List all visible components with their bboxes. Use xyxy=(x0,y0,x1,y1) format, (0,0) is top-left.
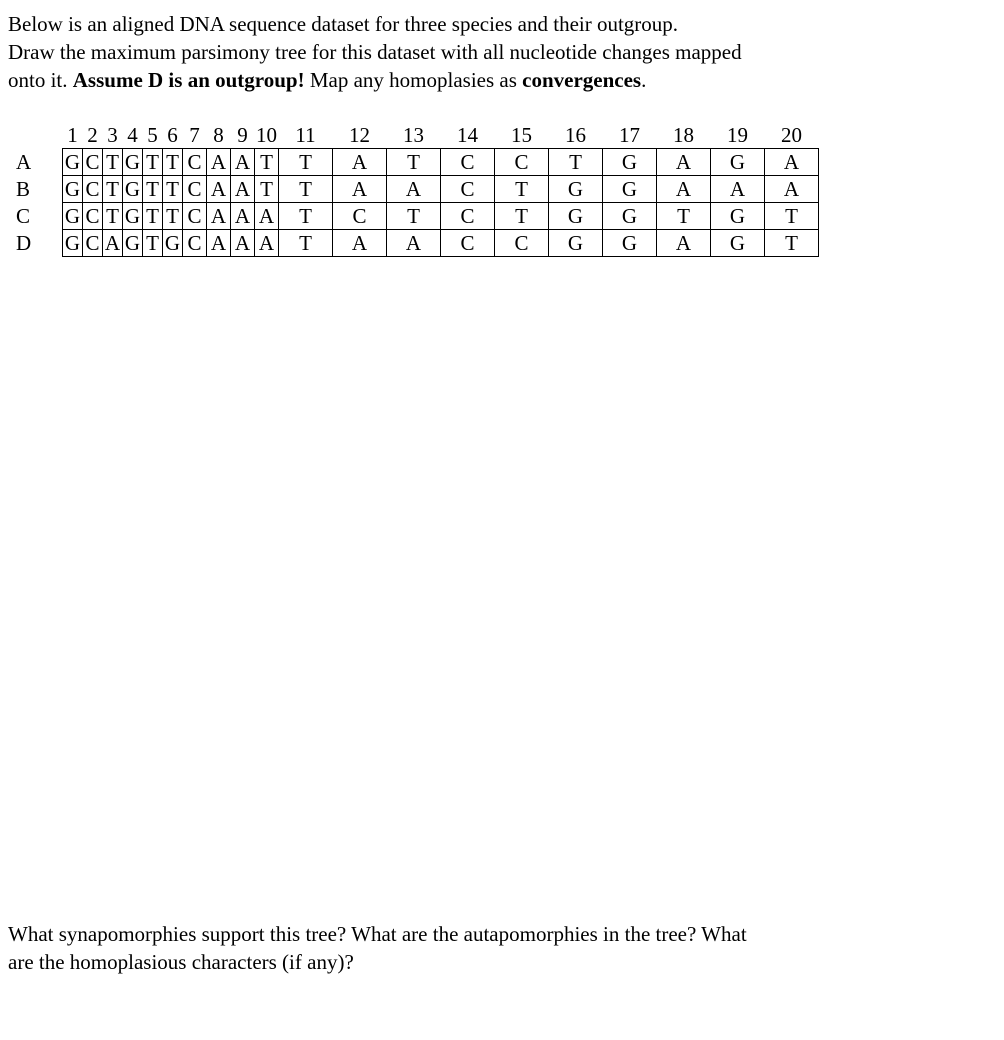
nucleotide-cell: C xyxy=(183,149,207,176)
instruction-text: Map any homoplasies as xyxy=(304,68,523,92)
question-line-1: What synapomorphies support this tree? What are the autapomorphies in the tree? What xyxy=(8,922,747,946)
nucleotide-cell: A xyxy=(333,176,387,203)
nucleotide-cell: A xyxy=(255,230,279,257)
nucleotide-cell: T xyxy=(163,203,183,230)
nucleotide-cell: A xyxy=(231,203,255,230)
nucleotide-cell: C xyxy=(441,230,495,257)
nucleotide-cell: G xyxy=(549,230,603,257)
position-number: 1 xyxy=(67,123,78,147)
nucleotide-cell: A xyxy=(765,176,819,203)
nucleotide-cell: A xyxy=(103,230,123,257)
nucleotide-cell: G xyxy=(603,176,657,203)
position-number: 4 xyxy=(127,123,138,147)
nucleotide-cell: T xyxy=(103,176,123,203)
nucleotide-cell: T xyxy=(143,203,163,230)
nucleotide-cell: C xyxy=(83,176,103,203)
nucleotide-cell: C xyxy=(495,149,549,176)
nucleotide-cell: G xyxy=(603,203,657,230)
species-label: B xyxy=(16,177,31,201)
position-header-row xyxy=(12,122,819,149)
nucleotide-cell: T xyxy=(143,176,163,203)
nucleotide-cell: C xyxy=(441,203,495,230)
nucleotide-cell: A xyxy=(255,203,279,230)
nucleotide-cell: C xyxy=(333,203,387,230)
nucleotide-cell: G xyxy=(711,230,765,257)
nucleotide-cell: C xyxy=(83,203,103,230)
nucleotide-cell: G xyxy=(549,176,603,203)
species-label: D xyxy=(16,231,32,255)
position-number: 9 xyxy=(237,123,248,147)
nucleotide-cell: T xyxy=(279,149,333,176)
nucleotide-cell: T xyxy=(279,203,333,230)
nucleotide-cell: T xyxy=(495,176,549,203)
nucleotide-cell: A xyxy=(711,176,765,203)
species-label: A xyxy=(16,150,32,174)
nucleotide-cell: T xyxy=(765,230,819,257)
instructions xyxy=(8,10,988,94)
nucleotide-cell: A xyxy=(333,149,387,176)
nucleotide-cell: T xyxy=(387,203,441,230)
nucleotide-cell: T xyxy=(255,176,279,203)
nucleotide-cell: A xyxy=(231,230,255,257)
nucleotide-cell: A xyxy=(657,230,711,257)
nucleotide-cell: G xyxy=(123,149,143,176)
position-number: 14 xyxy=(457,123,478,147)
nucleotide-cell: T xyxy=(143,149,163,176)
position-number: 16 xyxy=(565,123,586,147)
nucleotide-cell: T xyxy=(103,203,123,230)
nucleotide-cell: C xyxy=(183,203,207,230)
nucleotide-cell: T xyxy=(255,149,279,176)
species-row xyxy=(12,176,819,203)
nucleotide-cell: T xyxy=(765,203,819,230)
nucleotide-cell: T xyxy=(103,149,123,176)
nucleotide-cell: C xyxy=(441,176,495,203)
position-number: 17 xyxy=(619,123,640,147)
position-number: 18 xyxy=(673,123,694,147)
position-number: 2 xyxy=(87,123,98,147)
position-number: 19 xyxy=(727,123,748,147)
nucleotide-cell: G xyxy=(123,230,143,257)
header-corner xyxy=(12,122,63,149)
nucleotide-cell: G xyxy=(711,203,765,230)
position-number: 3 xyxy=(107,123,118,147)
instruction-line-1: Below is an aligned DNA sequence dataset for three species and their outgroup. xyxy=(8,12,679,36)
position-number: 10 xyxy=(256,123,277,147)
nucleotide-cell: G xyxy=(549,203,603,230)
nucleotide-cell: C xyxy=(183,176,207,203)
nucleotide-cell: T xyxy=(657,203,711,230)
instruction-line-2: Draw the maximum parsimony tree for this dataset with all nucleotide changes mapped xyxy=(8,40,742,64)
position-number: 7 xyxy=(189,123,200,147)
sequence-matrix xyxy=(12,122,819,257)
nucleotide-cell: A xyxy=(231,149,255,176)
nucleotide-cell: A xyxy=(765,149,819,176)
position-number: 13 xyxy=(403,123,424,147)
nucleotide-cell: G xyxy=(603,149,657,176)
species-row xyxy=(12,149,819,176)
nucleotide-cell: A xyxy=(207,203,231,230)
nucleotide-cell: C xyxy=(495,230,549,257)
nucleotide-cell: C xyxy=(83,149,103,176)
nucleotide-cell: G xyxy=(123,203,143,230)
position-number: 8 xyxy=(213,123,224,147)
position-number: 12 xyxy=(349,123,370,147)
nucleotide-cell: T xyxy=(143,230,163,257)
nucleotide-cell: A xyxy=(207,176,231,203)
nucleotide-cell: A xyxy=(207,149,231,176)
nucleotide-cell: G xyxy=(63,149,83,176)
nucleotide-cell: A xyxy=(657,176,711,203)
nucleotide-cell: T xyxy=(549,149,603,176)
nucleotide-cell: A xyxy=(333,230,387,257)
nucleotide-cell: A xyxy=(231,176,255,203)
position-number: 5 xyxy=(147,123,158,147)
nucleotide-cell: C xyxy=(83,230,103,257)
species-label: C xyxy=(16,204,31,228)
nucleotide-cell: T xyxy=(279,176,333,203)
nucleotide-cell: G xyxy=(163,230,183,257)
nucleotide-cell: G xyxy=(711,149,765,176)
nucleotide-cell: G xyxy=(63,203,83,230)
nucleotide-cell: T xyxy=(387,149,441,176)
nucleotide-cell: T xyxy=(163,149,183,176)
nucleotide-cell: T xyxy=(495,203,549,230)
nucleotide-cell: A xyxy=(387,176,441,203)
nucleotide-cell: A xyxy=(387,230,441,257)
species-row xyxy=(12,230,819,257)
instruction-text: onto it. xyxy=(8,68,73,92)
position-number: 6 xyxy=(167,123,178,147)
nucleotide-cell: G xyxy=(63,230,83,257)
nucleotide-cell: C xyxy=(441,149,495,176)
convergences-emphasis: convergences xyxy=(522,68,642,92)
position-number: 20 xyxy=(781,123,802,147)
outgroup-emphasis: Assume D is an outgroup! xyxy=(72,68,305,92)
position-number: 11 xyxy=(295,123,316,147)
nucleotide-cell: A xyxy=(657,149,711,176)
instruction-line-3 xyxy=(8,66,988,94)
questions xyxy=(8,920,988,976)
instruction-text: . xyxy=(641,68,647,92)
question-line-2: are the homoplasious characters (if any)? xyxy=(8,950,354,974)
nucleotide-cell: T xyxy=(279,230,333,257)
nucleotide-cell: T xyxy=(163,176,183,203)
nucleotide-cell: G xyxy=(603,230,657,257)
species-row xyxy=(12,203,819,230)
nucleotide-cell: G xyxy=(63,176,83,203)
nucleotide-cell: C xyxy=(183,230,207,257)
nucleotide-cell: A xyxy=(207,230,231,257)
position-number: 15 xyxy=(511,123,532,147)
nucleotide-cell: G xyxy=(123,176,143,203)
